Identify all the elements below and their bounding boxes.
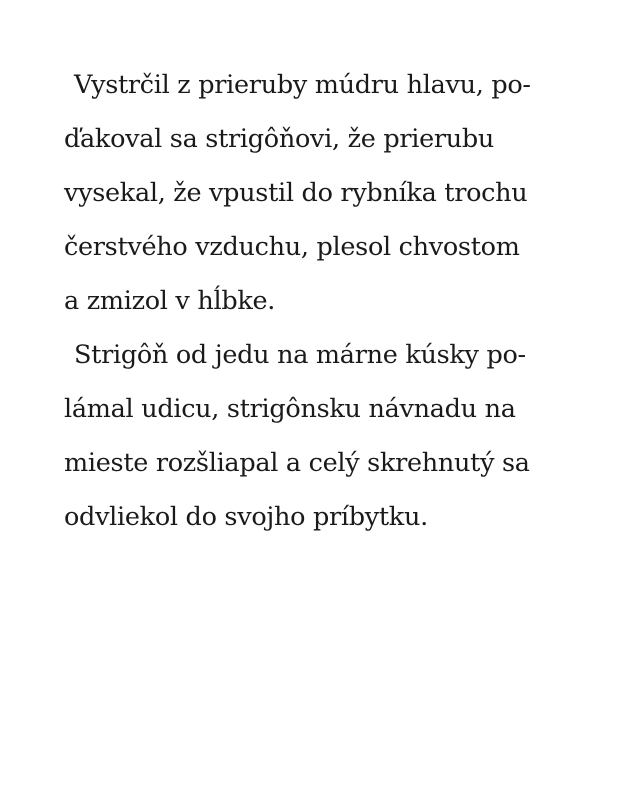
text-line: ďakoval sa strigôňovi, že prierubu [64,124,495,154]
body-text [64,58,584,544]
text-line: čerstvého vzduchu, plesol chvostom [64,232,520,262]
text-line: lámal udicu, strigônsku návnadu na [64,394,516,424]
text-line: vysekal, že vpustil do rybníka trochu [64,178,528,208]
text-line: a zmizol v hĺbke. [64,286,276,316]
text-line: mieste rozšliapal a celý skrehnutý sa [64,448,530,478]
paragraph-1 [64,58,584,328]
text-line: odvliekol do svojho príbytku. [64,502,428,532]
text-line: Strigôň od jedu na márne kúsky po- [74,340,526,370]
paragraph-2 [64,328,584,544]
text-line: Vystrčil z prieruby múdru hlavu, po- [74,70,531,100]
